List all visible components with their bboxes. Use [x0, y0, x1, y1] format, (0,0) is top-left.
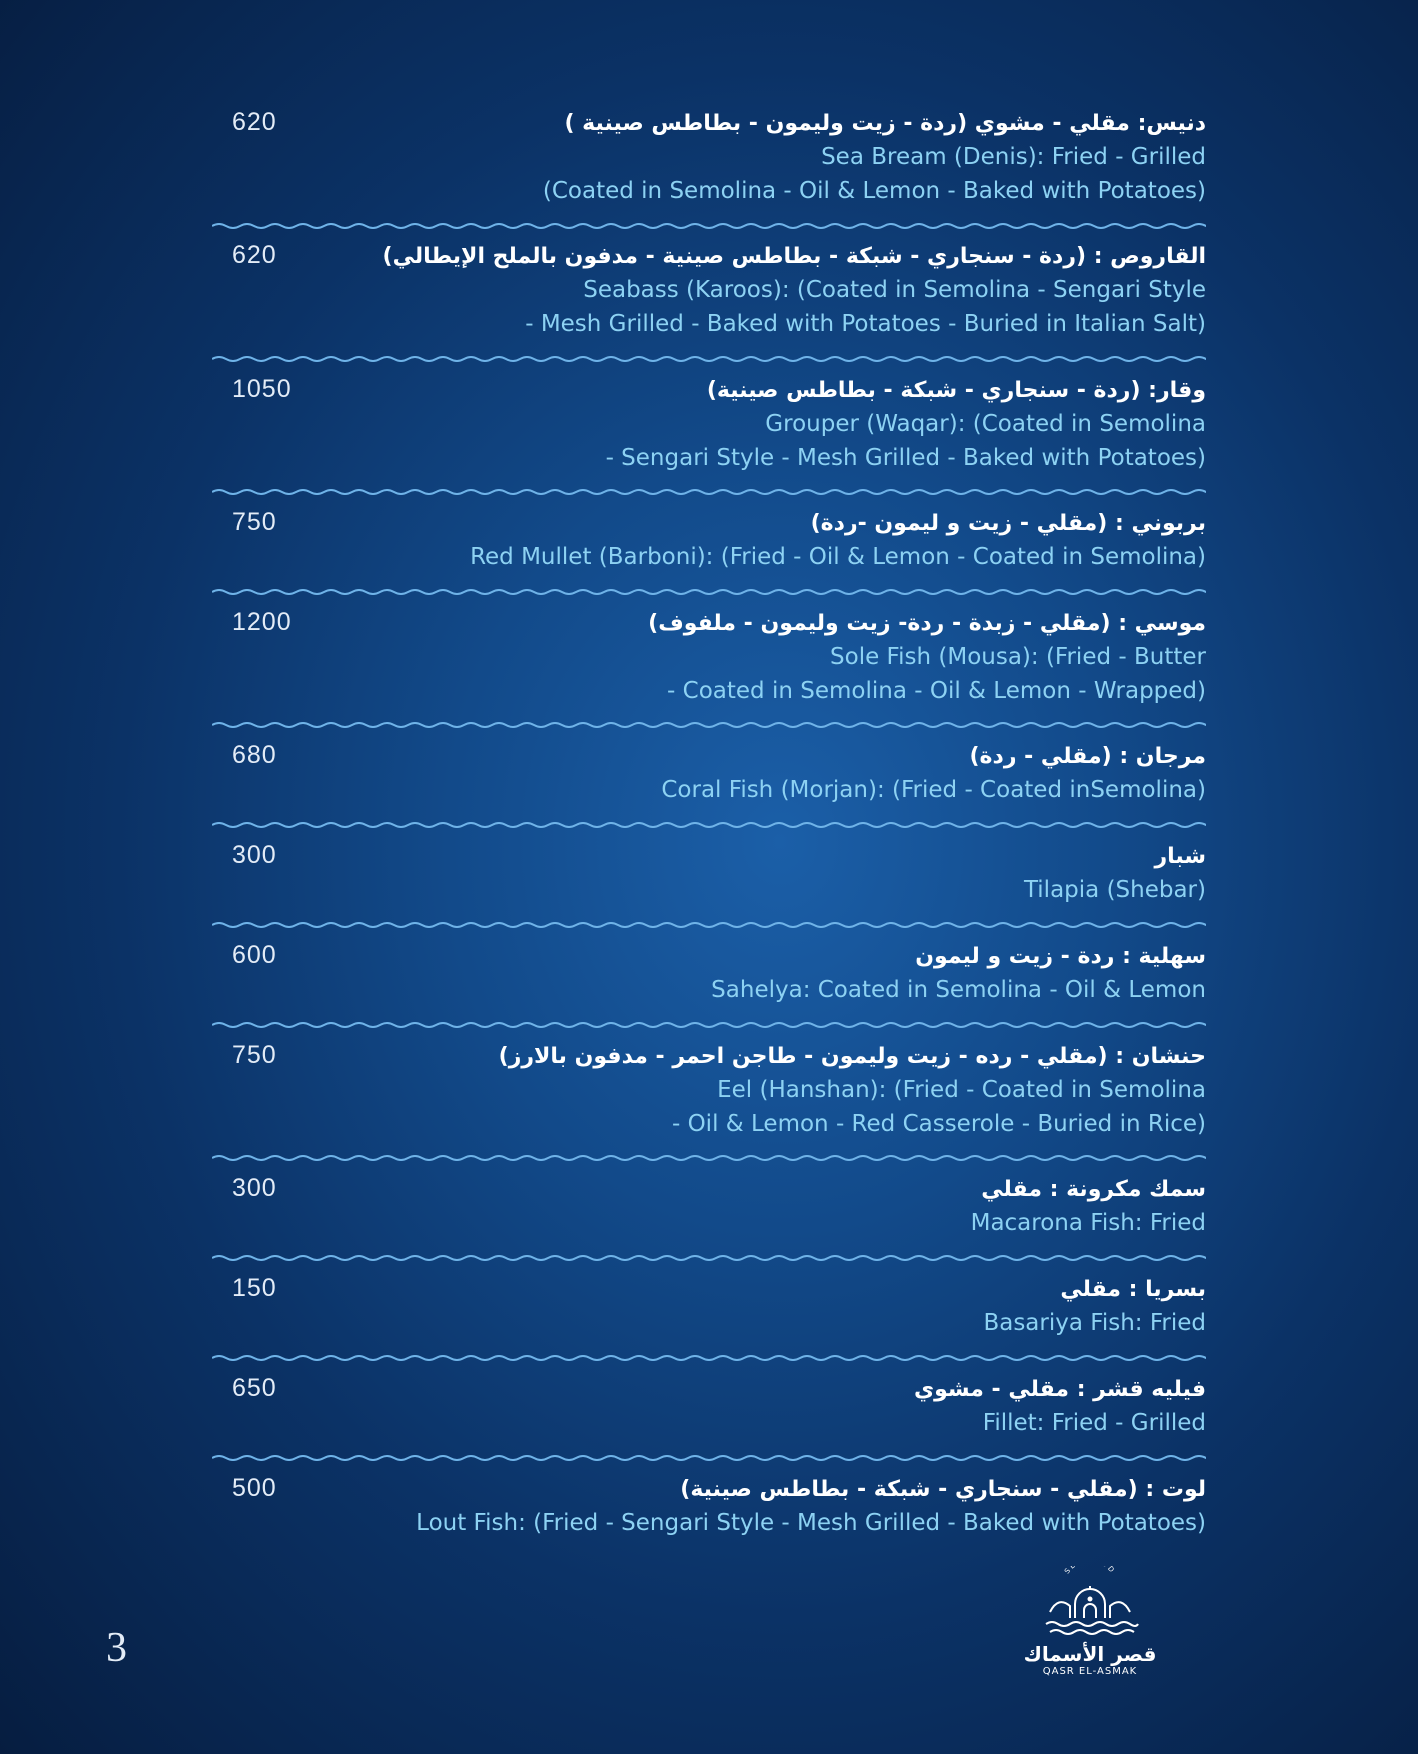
item-price: 650 [232, 1374, 277, 1402]
logo-english-name: QASR EL-ASMAK [1042, 1666, 1138, 1677]
wave-divider [212, 219, 1206, 233]
wave-line [212, 1256, 1206, 1260]
wave-line [212, 823, 1206, 827]
wave-line [212, 1356, 1206, 1360]
item-english-line: Sole Fish (Mousa): (Fried - Butter [830, 644, 1206, 670]
castle-fish-icon [1020, 1566, 1160, 1644]
item-text [543, 108, 1206, 208]
item-price: 1200 [232, 608, 292, 636]
item-text [661, 741, 1206, 807]
item-arabic-name: سهلية : ردة - زيت و ليمون [915, 944, 1206, 969]
item-english-line: Grouper (Waqar): (Coated in Semolina [765, 411, 1206, 437]
item-english-line: Macarona Fish: Fried [970, 1210, 1206, 1236]
item-price: 1050 [232, 375, 292, 403]
restaurant-logo [1020, 1566, 1160, 1676]
item-arabic-name: بسريا : مقلي [1060, 1277, 1206, 1302]
wave-divider [212, 1251, 1206, 1265]
item-english-line: - Mesh Grilled - Baked with Potatoes - Buried in Italian Salt) [525, 311, 1206, 337]
item-english-line: Tilapia (Shebar) [1023, 877, 1206, 903]
item-text [470, 508, 1206, 574]
item-english-line: Coral Fish (Morjan): (Fried - Coated inSemolina) [661, 777, 1206, 803]
item-text [971, 1174, 1206, 1240]
item-arabic-name: مرجان : (مقلي - ردة) [969, 744, 1206, 769]
item-arabic-name: لوت : (مقلي - سنجاري - شبكة - بطاطس صينية) [680, 1477, 1206, 1502]
item-english-line: Lout Fish: (Fried - Sengari Style - Mesh Grilled - Baked with Potatoes) [416, 1510, 1206, 1536]
wave-divider [212, 918, 1206, 932]
item-arabic-name: شبار [1154, 844, 1206, 869]
item-english-line: Seabass (Karoos): (Coated in Semolina - Sengari Style [583, 277, 1206, 303]
wave-divider [212, 1018, 1206, 1032]
wave-divider [212, 818, 1206, 832]
item-price: 150 [232, 1274, 277, 1302]
item-english-line: - Coated in Semolina - Oil & Lemon - Wrapped) [667, 678, 1206, 704]
item-price: 300 [232, 1174, 277, 1202]
item-text [914, 1374, 1206, 1440]
item-text [383, 241, 1206, 341]
item-price: 600 [232, 941, 277, 969]
item-arabic-name: وقار: (ردة - سنجاري - شبكة - بطاطس صينية) [706, 378, 1206, 403]
item-english-line: Red Mullet (Barboni): (Fried - Oil & Lemon - Coated in Semolina) [470, 544, 1206, 570]
item-price: 680 [232, 741, 277, 769]
item-english-line: Sea Bream (Denis): Fried - Grilled [821, 144, 1206, 170]
item-price: 500 [232, 1474, 277, 1502]
item-arabic-name: موسي : (مقلي - زبدة - ردة- زيت وليمون - ملفوف) [648, 611, 1206, 636]
item-price: 620 [232, 108, 277, 136]
wave-line [212, 1023, 1206, 1027]
wave-line [212, 490, 1206, 494]
item-english-line: Eel (Hanshan): (Fried - Coated in Semolina [717, 1077, 1206, 1103]
wave-line [212, 1456, 1206, 1460]
item-text [416, 1474, 1206, 1540]
item-text [1024, 841, 1206, 907]
item-price: 620 [232, 241, 277, 269]
item-arabic-name: دنيس: مقلي - مشوي (ردة - زيت وليمون - بطاطس صينية ) [564, 111, 1206, 136]
item-arabic-name: سمك مكرونة : مقلي [981, 1177, 1206, 1202]
wave-line [212, 357, 1206, 361]
item-english-line: Sahelya: Coated in Semolina - Oil & Lemon [711, 977, 1206, 1003]
item-english-line: - Oil & Lemon - Red Casserole - Buried in Rice) [671, 1111, 1206, 1137]
item-price: 750 [232, 1041, 277, 1069]
logo-arabic-name: قصر الأسماك [1023, 1642, 1157, 1666]
page-number: 3 [106, 1625, 127, 1671]
item-arabic-name: حنشان : (مقلي - رده - زيت وليمون - طاجن احمر - مدفون بالارز) [498, 1044, 1206, 1069]
wave-line [212, 590, 1206, 594]
wave-divider [212, 485, 1206, 499]
item-text [648, 608, 1206, 708]
wave-line [212, 224, 1206, 228]
wave-divider [212, 1351, 1206, 1365]
item-text [983, 1274, 1206, 1340]
item-arabic-name: بربوني : (مقلي - زيت و ليمون -ردة) [810, 511, 1206, 536]
wave-divider [212, 1451, 1206, 1465]
item-english-line: Basariya Fish: Fried [983, 1310, 1206, 1336]
wave-divider [212, 352, 1206, 366]
item-text [711, 941, 1206, 1007]
item-text [499, 1041, 1206, 1141]
wave-divider [212, 1151, 1206, 1165]
item-arabic-name: القاروص : (ردة - سنجاري - شبكة - بطاطس صينية - مدفون بالملح الإيطالي) [382, 244, 1206, 269]
item-english-line: (Coated in Semolina - Oil & Lemon - Baked with Potatoes) [542, 178, 1206, 204]
wave-line [212, 723, 1206, 727]
item-arabic-name: فيليه قشر : مقلي - مشوي [913, 1377, 1206, 1402]
item-price: 300 [232, 841, 277, 869]
wave-divider [212, 718, 1206, 732]
item-english-line: - Sengari Style - Mesh Grilled - Baked with Potatoes) [605, 445, 1206, 471]
wave-line [212, 1156, 1206, 1160]
wave-line [212, 923, 1206, 927]
item-price: 750 [232, 508, 277, 536]
wave-divider [212, 585, 1206, 599]
item-english-line: Fillet: Fried - Grilled [982, 1410, 1206, 1436]
logo-tagline: S D [1063, 1566, 1117, 1576]
item-text [606, 375, 1206, 475]
